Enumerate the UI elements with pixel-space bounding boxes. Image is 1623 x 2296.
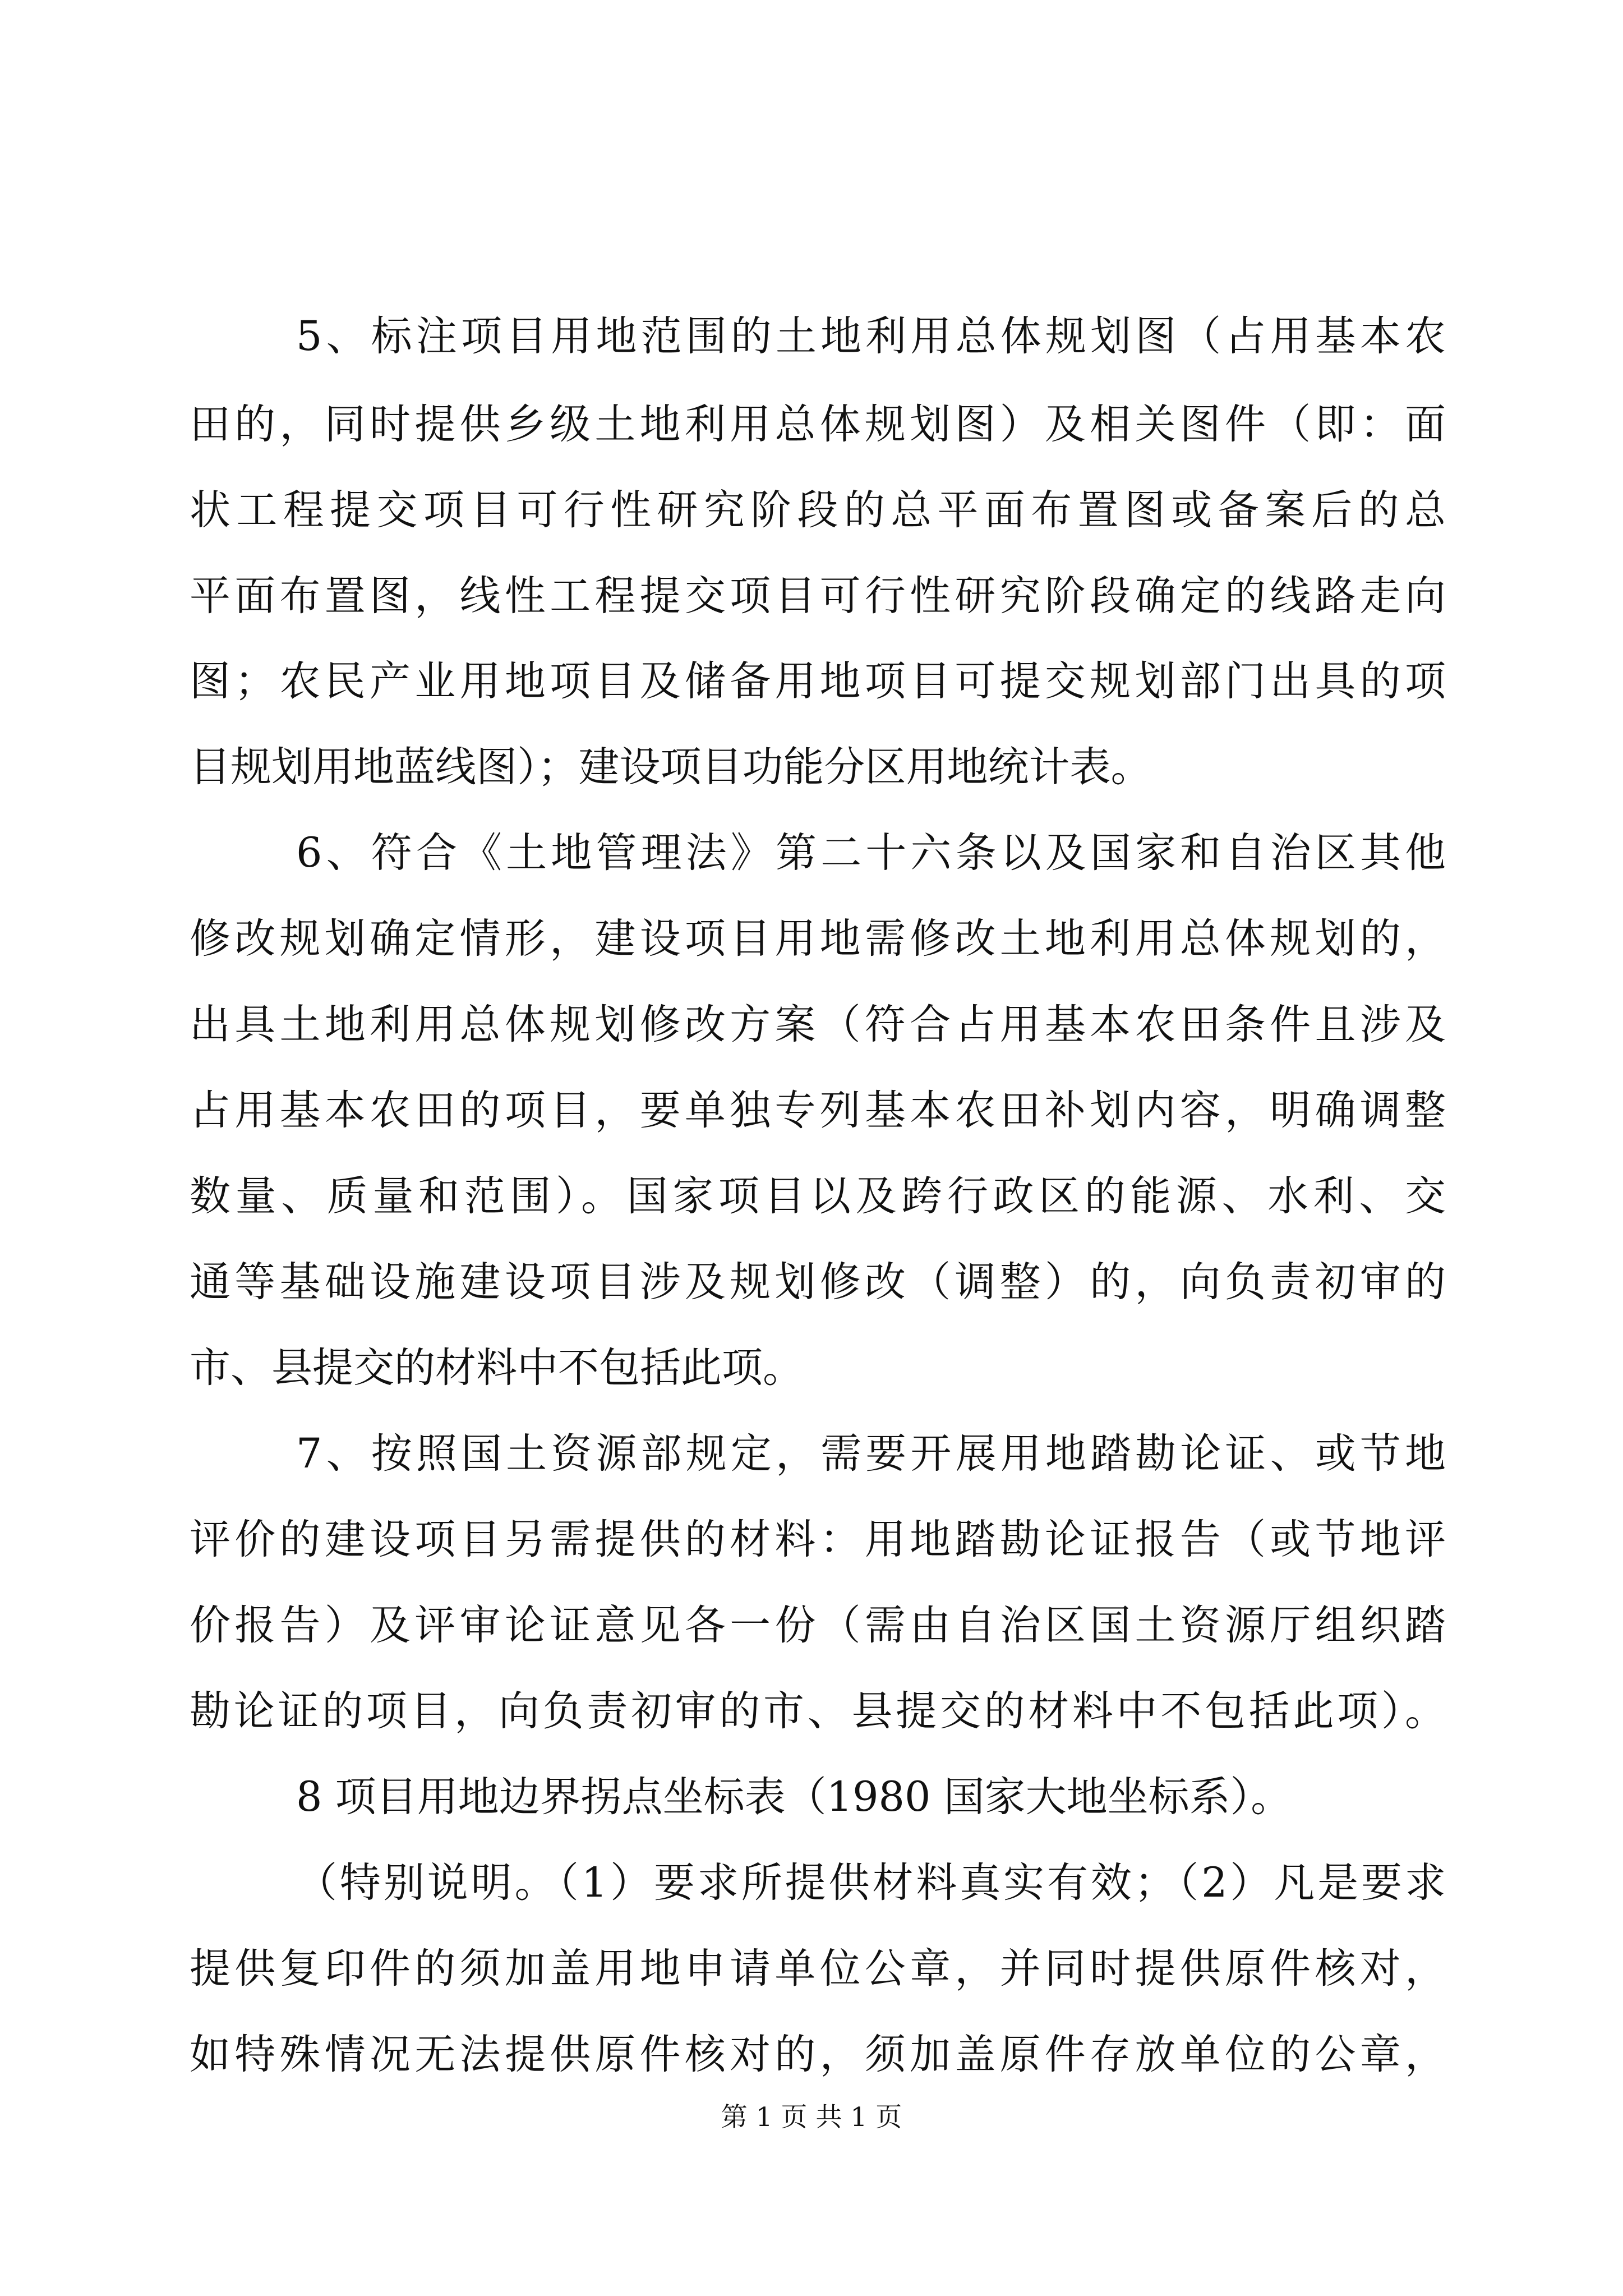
text-line-4: 平面布置图，线性工程提交项目可行性研究阶段确定的线路走向	[190, 572, 1446, 620]
text-line-12: 通等基础设施建设项目涉及规划修改（调整）的，向负责初审的	[190, 1258, 1446, 1306]
text-line-10: 占用基本农田的项目，要单独专列基本农田补划内容，明确调整	[190, 1087, 1446, 1134]
text-line-8: 修改规划确定情形，建设项目用地需修改土地利用总体规划的，	[190, 915, 1446, 963]
text-line-1: 5、标注项目用地范围的土地利用总体规划图（占用基本农	[296, 312, 1446, 360]
text-line-14: 7、按照国土资源部规定，需要开展用地踏勘论证、或节地	[296, 1430, 1446, 1478]
page-footer: 第 1 页 共 1 页	[721, 2102, 902, 2133]
text-line-20: 提供复印件的须加盖用地申请单位公章，并同时提供原件核对，	[190, 1945, 1446, 1993]
text-line-6: 目规划用地蓝线图）；建设项目功能分区用地统计表。	[190, 743, 1152, 791]
text-line-17: 勘论证的项目，向负责初审的市、县提交的材料中不包括此项）。	[190, 1687, 1446, 1735]
text-line-3: 状工程提交项目可行性研究阶段的总平面布置图或备案后的总	[190, 486, 1446, 534]
text-line-2: 田的，同时提供乡级土地利用总体规划图）及相关图件（即：面	[190, 401, 1446, 448]
text-line-9: 出具土地利用总体规划修改方案（符合占用基本农田条件且涉及	[190, 1001, 1446, 1048]
text-line-16: 价报告）及评审论证意见各一份（需由自治区国土资源厅组织踏	[190, 1602, 1446, 1649]
text-line-5: 图；农民产业用地项目及储备用地项目可提交规划部门出具的项	[190, 657, 1446, 705]
text-line-11: 数量、质量和范围）。国家项目以及跨行政区的能源、水利、交	[190, 1172, 1446, 1220]
text-line-7: 6、符合《土地管理法》第二十六条以及国家和自治区其他	[296, 829, 1446, 877]
text-line-18: 8 项目用地边界拐点坐标表（1980 国家大地坐标系）。	[296, 1773, 1292, 1821]
text-line-15: 评价的建设项目另需提供的材料：用地踏勘论证报告（或节地评	[190, 1516, 1446, 1563]
text-line-21: 如特殊情况无法提供原件核对的，须加盖原件存放单位的公章，	[190, 2031, 1446, 2078]
text-line-13: 市、县提交的材料中不包括此项。	[190, 1344, 804, 1392]
text-line-19: （特别说明。（1）要求所提供材料真实有效；（2）凡是要求	[296, 1859, 1446, 1907]
